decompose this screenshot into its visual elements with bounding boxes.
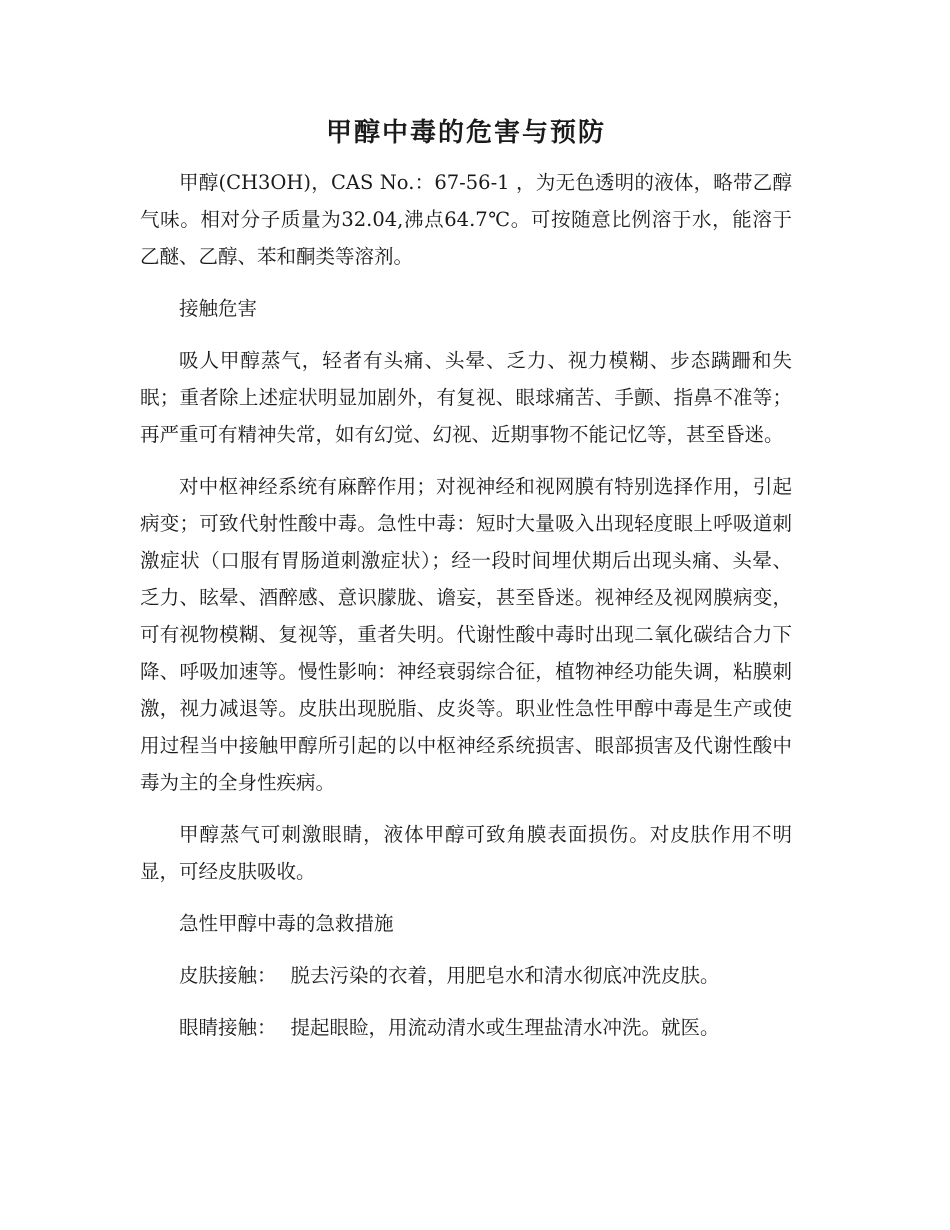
first-aid-item-skin — [140, 957, 792, 994]
intro-paragraph: 甲醇(CH3OH)，CAS No.：67-56-1 ，为无色透明的液体，略带乙醇气味。相对分子质量为32.04,沸点64.7℃。可按随意比例溶于水，能溶于乙醚、乙醇、苯和酮类等溶剂。 — [140, 171, 792, 268]
toxic-effects-paragraph: 对中枢神经系统有麻醉作用；对视神经和视网膜有特别选择作用，引起病变；可致代射性酸中毒。急性中毒：短时大量吸入出现轻度眼上呼吸道刺激症状（口服有胃肠道刺激症状）；经一段时间埋伏期后出现头痛、头晕、乏力、眩晕、酒醉感、意识朦胧、谵妄，甚至昏迷。视神经及视网膜病变，可有视物模糊、复视等，重者失明。代谢性酸中毒时出现二氧化碳结合力下降、呼吸加速等。慢性影响：神经衰弱综合征，植物神经功能失调，粘膜刺激，视力减退等。皮肤出现脱脂、皮炎等。职业性急性甲醇中毒是生产或使用过程当中接触甲醇所引起的以中枢神经系统损害、眼部损害及代谢性酸中毒为主的全身性疾病。 — [140, 475, 792, 794]
first-aid-item-eyes — [140, 1009, 792, 1046]
first-aid-text: 脱去污染的衣着，用肥皂水和清水彻底冲洗皮肤。 — [290, 964, 720, 987]
first-aid-label: 皮肤接触： — [179, 964, 277, 987]
first-aid-text: 提起眼睑，用流动清水或生理盐清水冲洗。就医。 — [290, 1016, 720, 1039]
section-heading-exposure-hazards: 接触危害 — [179, 297, 258, 320]
first-aid-label: 眼睛接触： — [179, 1016, 277, 1039]
section-heading-first-aid: 急性甲醇中毒的急救措施 — [179, 912, 394, 935]
document-title: 甲醇中毒的危害与预防 — [325, 118, 606, 148]
inhalation-symptoms-paragraph: 吸人甲醇蒸气，轻者有头痛、头晕、乏力、视力模糊、步态蹒跚和失眠；重者除上述症状明显加剧外，有复视、眼球痛苦、手颤、指鼻不准等；再严重可有精神失常，如有幻觉、幻视、近期事物不能记忆等，甚至昏迷。 — [140, 349, 792, 446]
eye-skin-effects-paragraph: 甲醇蒸气可刺激眼睛，液体甲醇可致角膜表面损伤。对皮肤作用不明显，可经皮肤吸收。 — [140, 823, 792, 883]
document-page — [140, 108, 792, 1061]
